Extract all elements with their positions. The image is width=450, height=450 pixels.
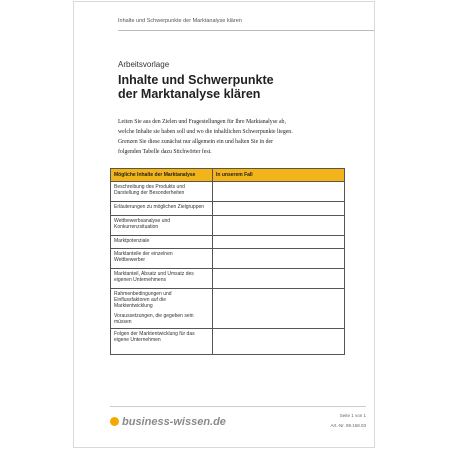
table-row (111, 202, 345, 216)
table-header-row (111, 169, 345, 182)
table-row (111, 329, 345, 355)
article-number: Art.-Nr. 99.158.03 (330, 423, 366, 428)
header-note: Inhalte und Schwerpunkte der Marktanalyse klären (118, 18, 242, 24)
topic-cell: Beschreibung des Produkts und Darstellung der Besonderheiten (111, 182, 213, 202)
topic-cell: Marktpotenziale (111, 236, 213, 249)
topic-cell: Marktanteil, Absatz und Umsatz des eigenen Unternehmens (111, 269, 213, 289)
page-number: Seite 1 von 1 (339, 413, 366, 418)
answer-cell[interactable] (213, 269, 345, 289)
document-title (118, 73, 274, 101)
intro-line: welche Inhalte sie haben soll und wo die inhaltlichen Schwerpunkte liegen. (118, 129, 293, 135)
table-row (111, 269, 345, 289)
answer-cell[interactable] (213, 182, 345, 202)
table-row (111, 289, 345, 329)
title-line: Inhalte und Schwerpunkte (118, 73, 274, 87)
table-row (111, 216, 345, 236)
topic-cell: Marktanteile der einzelnen Wettbewerber (111, 249, 213, 269)
table-row (111, 182, 345, 202)
answer-cell[interactable] (213, 329, 345, 355)
intro-line: Leiten Sie aus den Zielen und Fragestellungen für Ihre Marktanalyse ab, (118, 119, 286, 125)
intro-paragraph (118, 117, 333, 157)
answer-cell[interactable] (213, 216, 345, 236)
table-row (111, 236, 345, 249)
answer-cell[interactable] (213, 289, 345, 329)
intro-line: folgenden Tabelle dazu Stichwörter fest. (118, 149, 212, 155)
topic-cell: Folgen der Marktentwicklung für das eigene Unternehmen (111, 329, 213, 355)
logo-dot-icon (110, 417, 119, 426)
answer-cell[interactable] (213, 202, 345, 216)
topic-cell: Rahmenbedingungen und Einflussfaktoren auf die Marktentwicklung Voraussetzungen, die gegeben sein müssen (111, 289, 213, 329)
header-divider (118, 30, 374, 31)
document-kicker: Arbeitsvorlage (118, 60, 170, 69)
footer-divider (110, 406, 366, 407)
column-header-contents: Mögliche Inhalte der Marktanalyse (111, 169, 213, 182)
answer-cell[interactable] (213, 249, 345, 269)
column-header-our-case: In unserem Fall (213, 169, 345, 182)
answer-cell[interactable] (213, 236, 345, 249)
intro-line: Grenzen Sie diese zunächst nur allgemein ein und halten Sie in der (118, 139, 274, 145)
topic-cell: Erläuterungen zu möglichen Zielgruppen (111, 202, 213, 216)
content-table (110, 168, 345, 355)
table-row (111, 249, 345, 269)
brand-logo (110, 413, 226, 427)
title-line: der Marktanalyse klären (118, 87, 261, 101)
document-page (73, 1, 375, 448)
logo-text: business-wissen.de (122, 415, 226, 428)
topic-cell: Wettbewerbsanalyse und Konkurrenzsituation (111, 216, 213, 236)
